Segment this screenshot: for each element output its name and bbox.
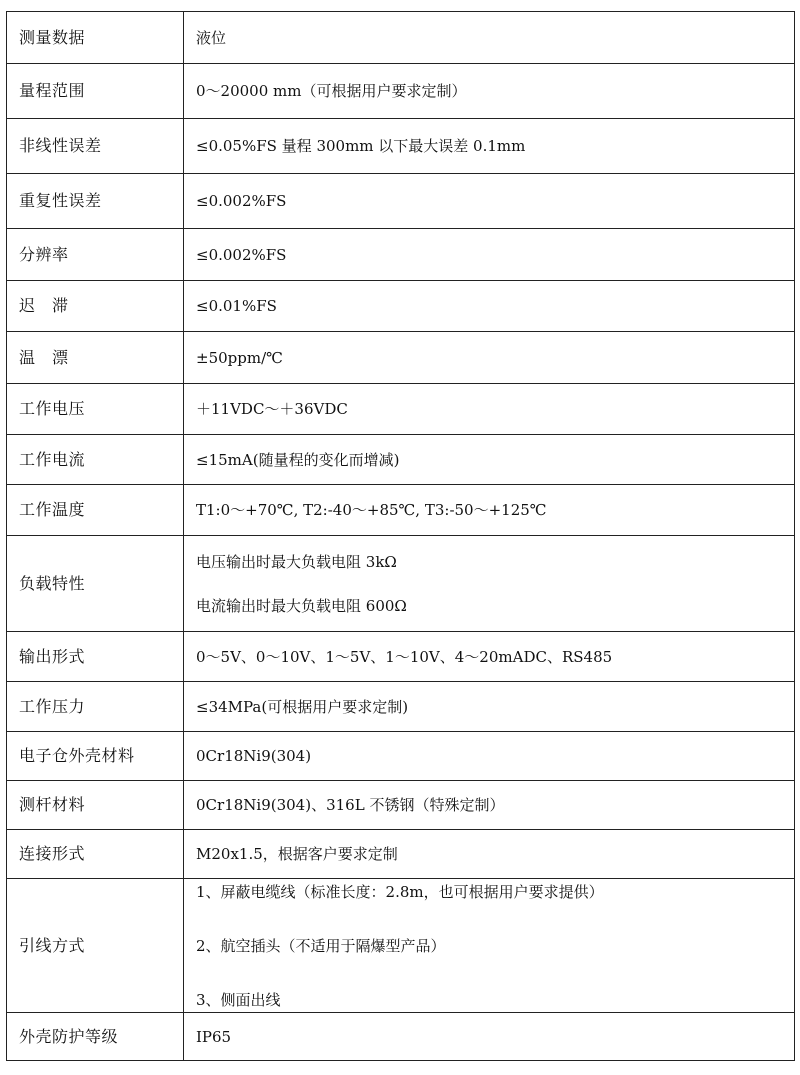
spec-value-nonlinearity-error: [184, 119, 795, 174]
spec-value-operating-voltage: [184, 384, 795, 435]
spec-value-operating-pressure: [184, 682, 795, 732]
spec-value-line: IP65: [196, 1027, 232, 1046]
spec-row-electronics-housing-material: [7, 732, 795, 781]
spec-row-lead-out-method: [7, 879, 795, 1013]
spec-label-electronics-housing-material: 电子仓外壳材料: [7, 732, 184, 781]
spec-label-operating-temperature: 工作温度: [7, 485, 184, 536]
spec-row-repeatability-error: [7, 174, 795, 229]
spec-value-line: 0Cr18Ni9(304): [196, 747, 312, 765]
spec-value-line: ≤34MPa(可根据用户要求定制): [196, 697, 409, 716]
spec-value-output-type: [184, 632, 795, 682]
spec-value-electronics-housing-material: [184, 732, 795, 781]
spec-label-enclosure-protection-rating: 外壳防护等级: [7, 1013, 184, 1061]
spec-row-nonlinearity-error: [7, 119, 795, 174]
spec-label-measured-data: 测量数据: [7, 12, 184, 64]
spec-value-line: T1:0～+70℃, T2:-40～+85℃, T3:-50～+125℃: [196, 501, 547, 519]
specification-table: [6, 11, 795, 1061]
spec-row-probe-rod-material: [7, 781, 795, 830]
spec-row-operating-temperature: [7, 485, 795, 536]
spec-value-line: ≤0.01%FS: [196, 297, 277, 315]
spec-label-lead-out-method: 引线方式: [7, 879, 184, 1013]
spec-row-resolution: [7, 229, 795, 281]
spec-row-enclosure-protection-rating: [7, 1013, 795, 1061]
spec-value-line: 电压输出时最大负载电阻 3kΩ: [196, 552, 397, 571]
spec-label-output-type: 输出形式: [7, 632, 184, 682]
spec-value-line: ≤15mA(随量程的变化而增减): [196, 450, 400, 469]
spec-row-measured-data: [7, 12, 795, 64]
spec-value-line: ≤0.05%FS 量程 300mm 以下最大误差 0.1mm: [196, 137, 526, 155]
specification-table-body: [7, 12, 795, 1061]
spec-row-measuring-range: [7, 64, 795, 119]
spec-value-repeatability-error: [184, 174, 795, 229]
spec-value-enclosure-protection-rating: [184, 1013, 795, 1061]
spec-label-nonlinearity-error: 非线性误差: [7, 119, 184, 174]
spec-value-hysteresis: [184, 281, 795, 332]
spec-label-hysteresis: 迟 滞: [7, 281, 184, 332]
spec-value-line: 2、航空插头（不适用于隔爆型产品）: [196, 936, 446, 955]
spec-label-operating-current: 工作电流: [7, 435, 184, 485]
spec-label-temperature-drift: 温 漂: [7, 332, 184, 384]
spec-value-line: 3、侧面出线: [196, 990, 281, 1009]
spec-value-line: ±50ppm/℃: [196, 348, 283, 367]
spec-value-operating-current: [184, 435, 795, 485]
spec-label-repeatability-error: 重复性误差: [7, 174, 184, 229]
spec-value-operating-temperature: [184, 485, 795, 536]
spec-value-line: 0～5V、0～10V、1～5V、1～10V、4～20mADC、RS485: [196, 647, 613, 666]
spec-label-load-characteristics: 负载特性: [7, 536, 184, 632]
spec-row-load-characteristics: [7, 536, 795, 632]
spec-value-line: M20x1.5，根据客户要求定制: [196, 845, 398, 863]
spec-value-line: 1、屏蔽电缆线（标准长度：2.8m，也可根据用户要求提供）: [196, 882, 604, 901]
spec-label-probe-rod-material: 测杆材料: [7, 781, 184, 830]
spec-row-operating-pressure: [7, 682, 795, 732]
spec-row-connection-type: [7, 830, 795, 879]
spec-label-resolution: 分辨率: [7, 229, 184, 281]
spec-value-line: 液位: [196, 28, 227, 47]
spec-value-lead-out-method: [184, 879, 795, 1013]
spec-value-probe-rod-material: [184, 781, 795, 830]
spec-row-operating-voltage: [7, 384, 795, 435]
spec-value-load-characteristics: [184, 536, 795, 632]
spec-row-temperature-drift: [7, 332, 795, 384]
spec-value-resolution: [184, 229, 795, 281]
spec-row-hysteresis: [7, 281, 795, 332]
spec-value-line: ＋11VDC～＋36VDC: [196, 400, 348, 418]
spec-value-line: 0～20000 mm（可根据用户要求定制）: [196, 82, 467, 100]
spec-label-measuring-range: 量程范围: [7, 64, 184, 119]
spec-value-measuring-range: [184, 64, 795, 119]
spec-row-operating-current: [7, 435, 795, 485]
spec-value-line: 电流输出时最大负载电阻 600Ω: [196, 596, 407, 615]
spec-label-operating-voltage: 工作电压: [7, 384, 184, 435]
spec-label-operating-pressure: 工作压力: [7, 682, 184, 732]
spec-value-line: ≤0.002%FS: [196, 245, 287, 264]
spec-value-line: ≤0.002%FS: [196, 192, 287, 210]
spec-value-line: 0Cr18Ni9(304)、316L 不锈钢（特殊定制）: [196, 796, 505, 814]
spec-row-output-type: [7, 632, 795, 682]
spec-label-connection-type: 连接形式: [7, 830, 184, 879]
spec-value-temperature-drift: [184, 332, 795, 384]
spec-value-connection-type: [184, 830, 795, 879]
spec-value-measured-data: [184, 12, 795, 64]
